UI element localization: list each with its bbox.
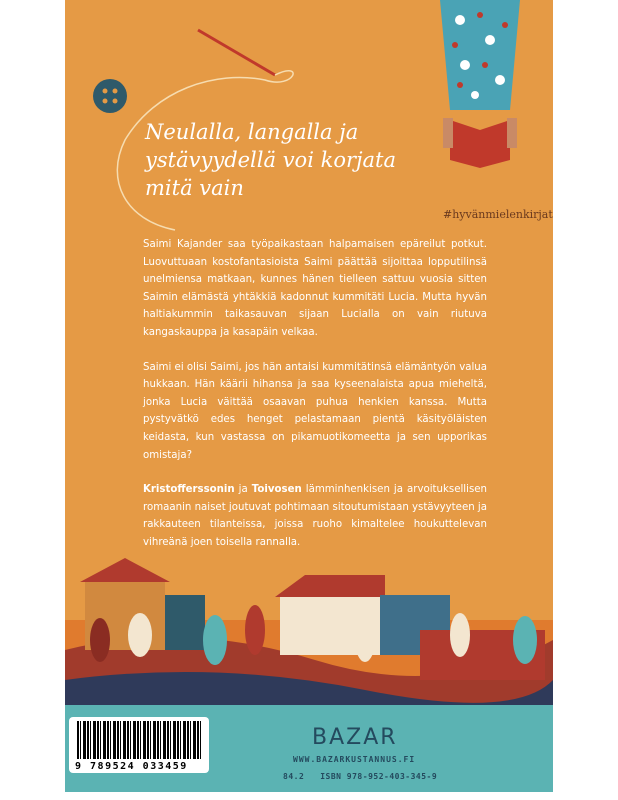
barcode-number: 9 789524 033459 <box>75 761 188 772</box>
blurb <box>143 236 487 569</box>
author-2: Toivosen <box>251 484 302 496</box>
publisher-logo: BAZAR <box>312 725 398 750</box>
town-illustration <box>65 540 553 710</box>
needle-icon <box>198 30 275 75</box>
barcode <box>69 717 209 773</box>
bottom-band <box>65 705 553 792</box>
book-back-cover <box>65 0 553 792</box>
blurb-paragraph-2: Saimi ei olisi Saimi, jos hän antaisi kummitätinsä elämäntyön valua hukkaan. Hän käärii hihansa ja saa kyseenalaista apua mieheltä, jonka Lucia väittää osaavan puhua henkien kanssa. Mutta pystyvätkö edes henget pelastamaan pientä käsityöläisten keidasta, kun vastassa on pikamuotikomeetta ja sen upporikas omistaja? <box>143 361 487 461</box>
conjunction: ja <box>234 484 252 496</box>
button-icon <box>93 79 127 113</box>
headline: Neulalla, langalla ja ystävyydellä voi korjata mitä vain <box>145 120 396 200</box>
blurb-paragraph-1: Saimi Kajander saa työpaikastaan halpamaisen epäreilut potkut. Luovuttuaan kostofantasioista Saimi päättää sijoittaa lopputilinsä unelmiensa matkaan, kunnes hänen tielleen sattuu vuosia sitten Saimin elämästä yhtäkkiä kadonnut kummitäti Lucia. Mutta hyvän haltiakummin taikasauvan sijaan Lucialla on vain riutuva kangaskauppa ja kasapäin velkaa. <box>143 239 487 338</box>
publisher-url: WWW.BAZARKUSTANNUS.FI <box>293 755 416 764</box>
hashtag: #hyvänmielenkirjat <box>443 208 553 221</box>
isbn: 84.2 ISBN 978-952-403-345-9 <box>283 772 438 781</box>
blurb-text: lämminhenkisen ja arvoituksellisen romaanin naiset joutuvat pohtimaan sitoutumistaan ystävyyteen ja rakkauteen tilanteissa, joissa ruoho kimaltelee houkuttelevan vihreänä joen toisella rannalla. <box>143 484 487 548</box>
author-1: Kristofferssonin <box>143 484 235 496</box>
barcode-bars <box>77 721 203 759</box>
book-icon <box>450 120 510 168</box>
